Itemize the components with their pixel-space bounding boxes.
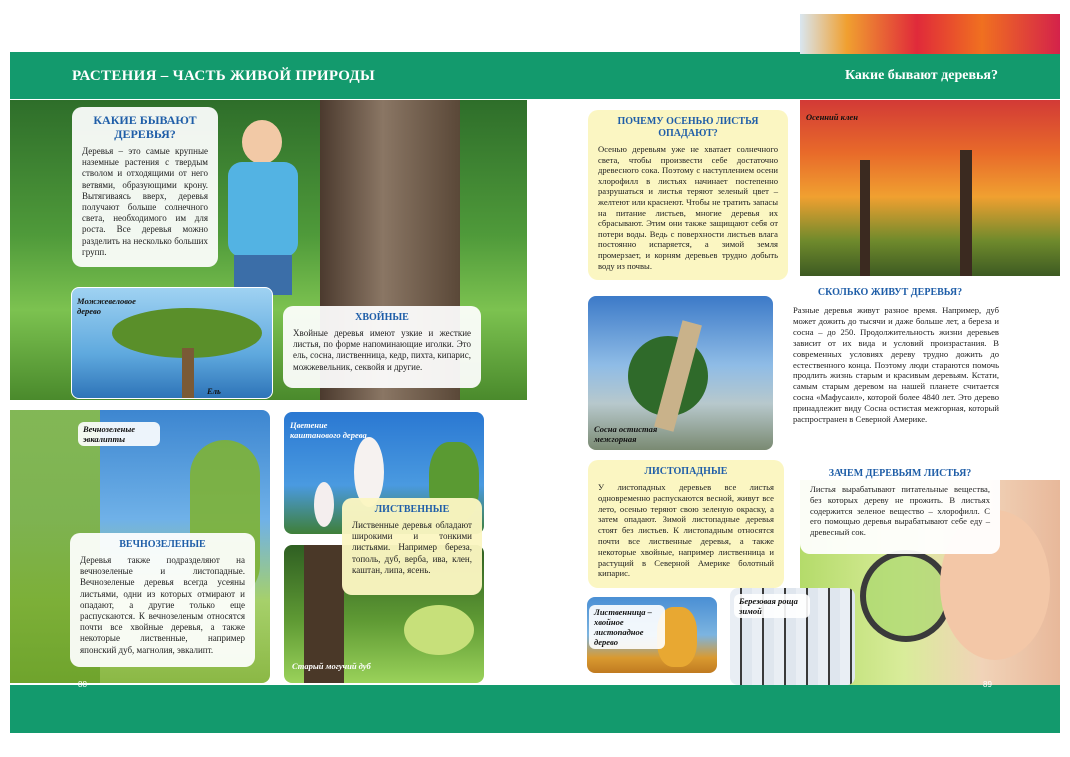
- what-trees-text: Деревья – это самые крупные наземные растения с твердым стволом и отходящими от него ветвями, образующими крону. Вытягиваясь вверх, деревья получают больше солнечного света, необходимого им для роста. Все деревья можно разделить на несколько больших групп.: [82, 146, 208, 257]
- deciduous-text: У листопадных деревьев все листья одновременно распускаются весной, живут все лето, осенью теряют свою зеленую окраску, а затем опадают. Зимой листопадные деревья стоят без листьев. К листопадным относятся почти все лиственные деревья, а также некоторые хвойные, например лиственница и растущий в Северной Америке болотный кипарис.: [598, 482, 774, 579]
- autumn-box: [588, 110, 788, 280]
- lifespan-title: СКОЛЬКО ЖИВУТ ДЕРЕВЬЯ?: [817, 287, 963, 298]
- deciduous-broad-title: ЛИСТВЕННЫЕ: [374, 504, 450, 515]
- evergreen-title: ВЕЧНОЗЕЛЕНЫЕ: [119, 539, 206, 550]
- juniper-caption: Можжевеловое дерево: [77, 296, 136, 316]
- chestnut-caption: Цветение каштанового дерева: [290, 420, 367, 440]
- pine-photo: [588, 296, 773, 450]
- spruce-caption: Ель: [207, 386, 221, 396]
- deciduous-title: ЛИСТОПАДНЫЕ: [644, 466, 728, 477]
- deciduous-broad-box: [342, 498, 482, 595]
- boy-figure: [220, 120, 310, 295]
- why-leaves-box: [800, 462, 1000, 554]
- oak-caption: Старый могучий дуб: [292, 661, 371, 671]
- autumn-text: Осенью деревьям уже не хватает солнечного света, чтобы произвести себе достаточно древесного сока. Поэтому с наступлением осени хлорофилл в листьях начинает постепенно разрушаться и листья теряют зеленый цвет – желтеют или краснеют. Чтобы не тратить запасы на питание листьев, многие деревья их сбрасывают. Этим они также защищают себя от потери воды. Ведь с поверхности листьев влага постоянно испаряется, а зимой земля промерзает, и корням деревьев трудно добыть воду из почвы.: [598, 144, 778, 271]
- conifers-text: Хвойные деревья имеют узкие и жесткие листья, по форме напоминающие иголки. Это ель, сосна, лиственница, кедр, пихта, кипарис, можжевельник, секвойя и другие.: [293, 328, 471, 372]
- larch-caption: Лиственница – хвойное листопадное дерево: [589, 605, 665, 649]
- what-trees-title: КАКИЕ БЫВАЮТ ДЕРЕВЬЯ?: [93, 113, 197, 141]
- maple-caption: Осенний клен: [806, 112, 858, 122]
- right-page-title: Какие бывают деревья?: [844, 68, 998, 83]
- left-page-title: РАСТЕНИЯ – ЧАСТЬ ЖИВОЙ ПРИРОДЫ: [72, 68, 376, 84]
- autumn-strip-image: [800, 14, 1060, 54]
- conifers-title: ХВОЙНЫЕ: [355, 312, 409, 323]
- right-page-number: 89: [983, 680, 992, 689]
- lifespan-text: Разные деревья живут разное время. Например, дуб может дожить до тысячи и даже больше лет, а береза и сосна – до 250. Продолжительность жизни деревьев зависит от их вида и условий произрастания. В современных условиях дереву трудно дожить до естественного конца. Поэтому люди стараются помочь продлить жизнь старым и красивым деревьям. Кстати, самым старым деревом на нашей планете считается сосна «Мафусаил», которой более 4840 лет. Это дерево принадлежит виду Сосна остистая межгорная, который распространен в Северной Америке.: [793, 305, 999, 425]
- what-trees-box: [72, 107, 218, 267]
- evergreen-text: Деревья также подразделяют на вечнозеленые и листопадные. Вечнозеленые деревья всегда усеяны листьями, одни из которых отмирают и опадают, а другие только еще распускаются. К вечнозеленым относятся почти все хвойные деревья, а также некоторые лиственные, например японский дуб, магнолия, эвкалипт.: [80, 555, 245, 655]
- juniper-photo: [71, 287, 273, 399]
- left-page-number: 88: [78, 680, 87, 689]
- conifers-box: [283, 306, 481, 388]
- deciduous-broad-text: Лиственные деревья обладают широкими и тонкими листьями. Например береза, тополь, дуб, верба, ива, клен, каштан, липа, ясень.: [352, 520, 472, 575]
- pine-caption: Сосна остистая межгорная: [594, 424, 658, 444]
- eucalyptus-caption: Вечнозеленые эвкалипты: [78, 422, 160, 446]
- larch-photo: [587, 597, 717, 673]
- why-leaves-title: ЗАЧЕМ ДЕРЕВЬЯМ ЛИСТЬЯ?: [828, 468, 972, 479]
- maple-photo: [800, 100, 1060, 276]
- why-leaves-text: Листья вырабатывают питательные вещества, без которых дереву не прожить. В листьях содержится зеленое вещество – хлорофилл. С его помощью деревья вырабатывают себе еду – древесный сок.: [810, 484, 990, 538]
- autumn-title: ПОЧЕМУ ОСЕНЬЮ ЛИСТЬЯ ОПАДАЮТ?: [617, 116, 759, 139]
- deciduous-box: [588, 460, 784, 588]
- birch-photo: [730, 588, 855, 685]
- evergreen-box: [70, 533, 255, 667]
- footer-band: [10, 685, 1060, 733]
- birch-caption: Березовая роща зимой: [734, 594, 810, 618]
